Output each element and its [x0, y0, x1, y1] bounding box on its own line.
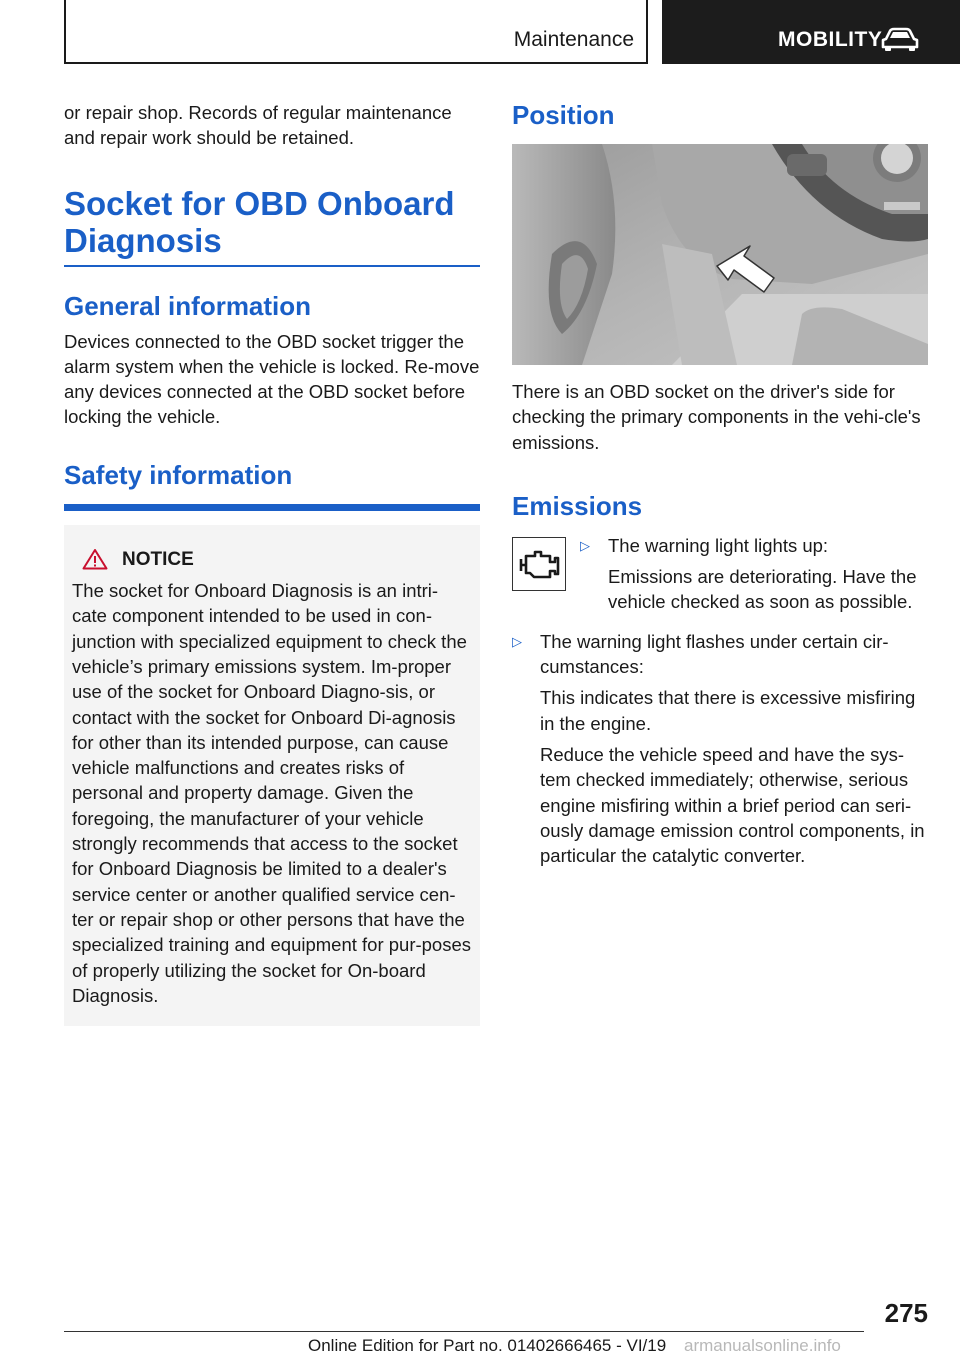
right-column: [512, 100, 928, 868]
general-information-heading: General information: [64, 290, 312, 321]
chapter-title: MOBILITY: [778, 28, 883, 51]
safety-information-heading: Safety information: [64, 460, 480, 511]
section-title: Maintenance: [513, 28, 634, 51]
left-column: [64, 100, 480, 1026]
list-item: [512, 629, 928, 680]
engine-warning-icon: [512, 537, 566, 591]
notice-header: [72, 547, 472, 572]
position-caption: There is an OBD socket on the driver's side for checking the primary components in the vehi‐cle's emissions.: [512, 381, 921, 453]
bullet-sub-text: Emissions are deteriorating. Have the vehicle checked as soon as possible.: [608, 566, 917, 613]
emissions-first-text-block: [580, 533, 928, 615]
position-heading: Position: [512, 100, 615, 130]
header-section-box: [64, 0, 648, 64]
emissions-first-item: [512, 533, 928, 615]
notice-text: The socket for Onboard Diagnosis is an intri‐cate component intended to be used in con‐junction with specialized equipment to check the vehicle’s primary emissions system. Im‐proper use of the socket for Onboard Diagno‐sis, or contact with the socket for Onboard Di‐agnosis for other than its intended purpose, can cause vehicle malfunctions and creates risks of personal and property damage. Given the foregoing, the manufacturer of your vehicle strongly recommends that access to the socket for Onboard Diagnosis be limited to a dealer's service center or another qualified service cen‐ter or repair shop or other persons that have the specialized training and equipment for pur‐poses of properly utilizing the socket for On‐board Diagnosis.: [72, 580, 472, 1006]
footer-watermark: armanualsonline.info: [684, 1336, 841, 1355]
bullet-sub-text: This indicates that there is excessive misfiring in the engine.: [540, 687, 916, 734]
emissions-heading: Emissions: [512, 490, 643, 521]
list-item: [580, 533, 928, 558]
bullet-text: The warning light lights up:: [608, 534, 829, 556]
triangle-bullet-icon: ▷: [580, 537, 590, 553]
footer-edition: Online Edition for Part no. 01402666465 - VI/19: [308, 1336, 667, 1355]
chapter-heading: Socket for OBD Onboard Diagnosis: [64, 185, 480, 267]
notice-box: [64, 525, 480, 1026]
emissions-second-item: [512, 629, 928, 869]
footer-divider: [64, 1331, 864, 1332]
page-number: 275: [884, 1298, 928, 1328]
triangle-bullet-icon: ▷: [512, 633, 522, 649]
obd-socket-photo: [512, 144, 928, 365]
bullet-sub-text: Reduce the vehicle speed and have the sys‐tem checked immediately; otherwise, serious engine misfiring within a brief period can seri‐ously damage emission control components, in particular the catalytic converter.: [540, 743, 925, 867]
warning-triangle-icon: [82, 548, 108, 570]
header-chapter-box: [662, 0, 960, 64]
car-icon: [880, 27, 920, 53]
general-information-text: Devices connected to the OBD socket trigger the alarm system when the vehicle is locked. Re‐move any devices connected at the OBD socket before locking the vehicle.: [64, 330, 480, 428]
notice-label: NOTICE: [122, 548, 194, 570]
bullet-text: The warning light flashes under certain cir‐cumstances:: [540, 630, 889, 678]
intro-paragraph: or repair shop. Records of regular maintenance and repair work should be retained.: [64, 102, 452, 149]
